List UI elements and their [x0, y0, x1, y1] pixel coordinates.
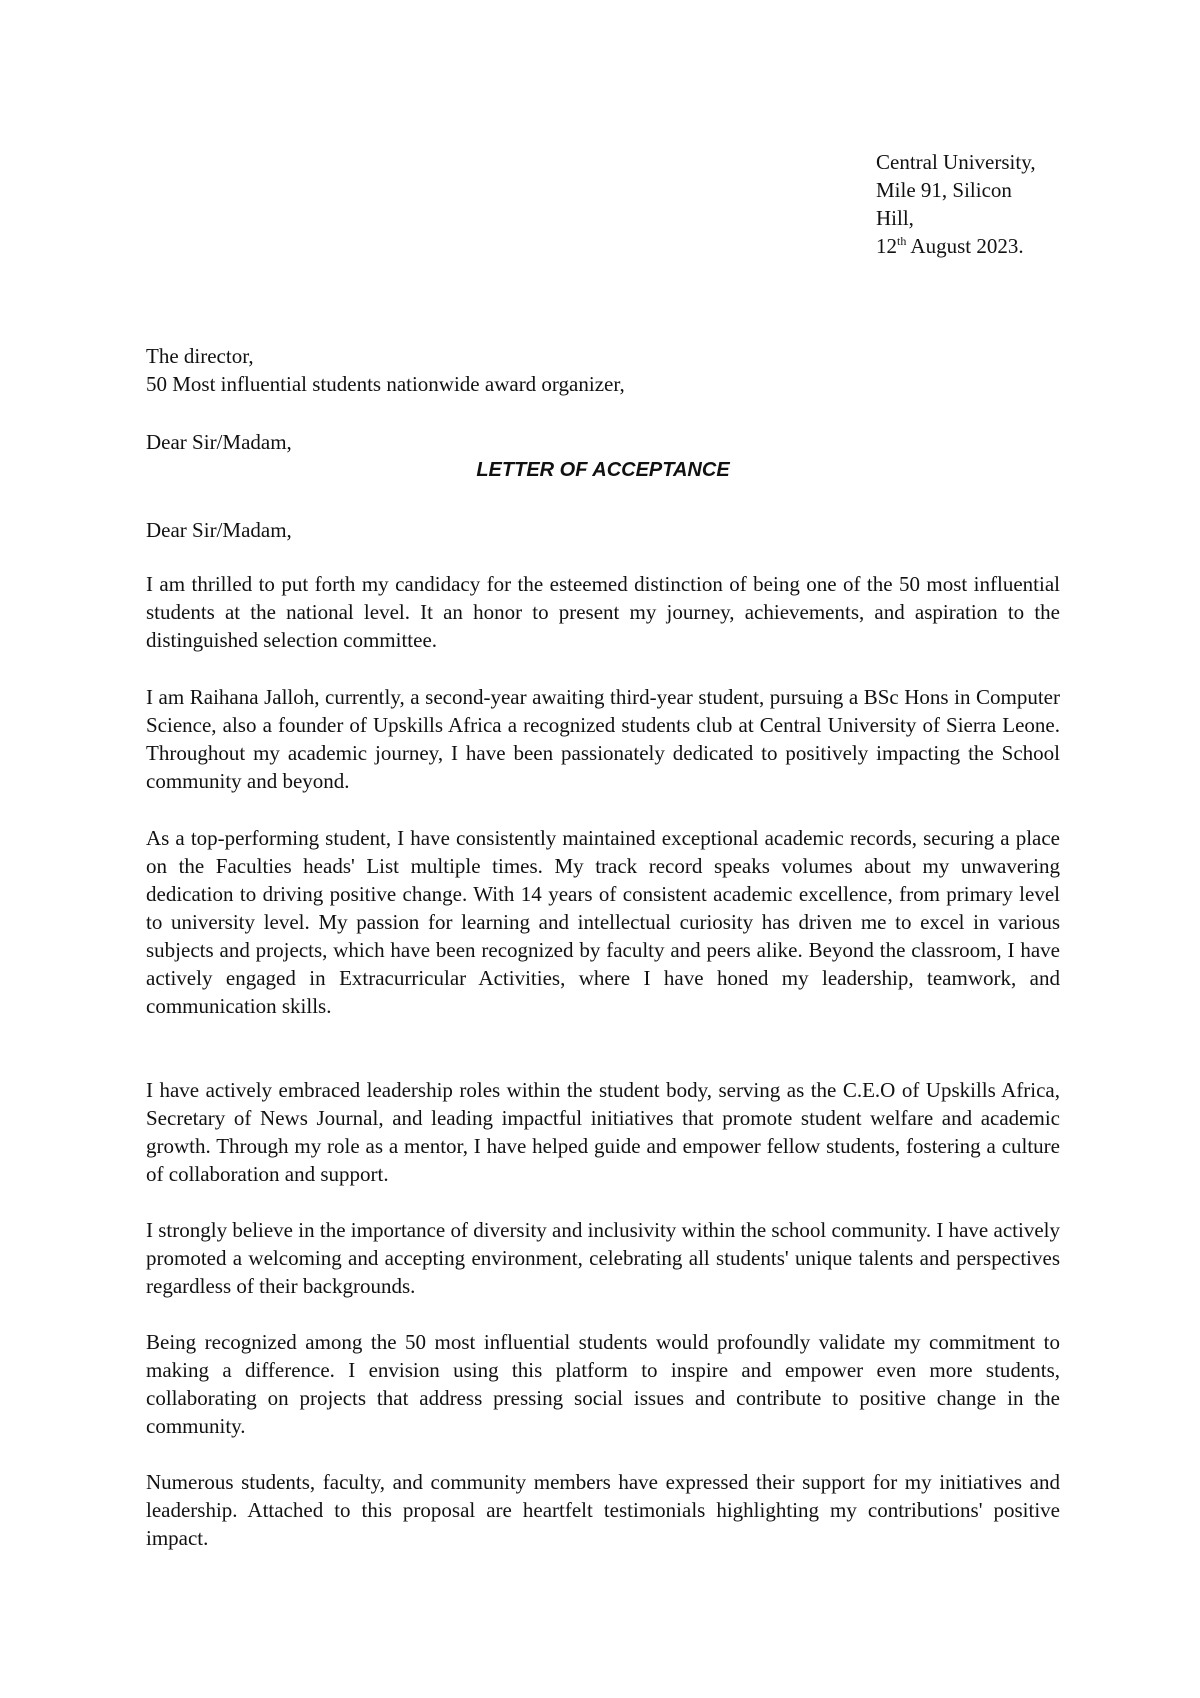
date-month-year: August 2023.	[906, 234, 1024, 258]
date-suffix: th	[897, 234, 907, 248]
letter-date	[876, 232, 1086, 260]
sender-address	[876, 148, 1086, 260]
body-paragraph-7: Numerous students, faculty, and community members have expressed their support for my initiatives and leadership. Attached to this proposal are heartfelt testimonials highlighting my contributions' positive impact.	[146, 1470, 1060, 1550]
sender-address-line-1: Central University,	[876, 150, 1036, 174]
salutation-top: Dear Sir/Madam,	[146, 430, 292, 454]
body-paragraph-1: I am thrilled to put forth my candidacy for the esteemed distinction of being one of the 50 most influential students at the national level. It an honor to present my journey, achievements, and aspiration to the distinguished selection committee.	[146, 572, 1060, 652]
letter-title: LETTER OF ACCEPTANCE	[476, 459, 730, 481]
recipient-line-1: The director,	[146, 344, 254, 368]
body-paragraph-2: I am Raihana Jalloh, currently, a second-year awaiting third-year student, pursuing a BSc Hons in Computer Science, also a founder of Upskills Africa a recognized students club at Central University of Sierra Leone. Throughout my academic journey, I have been passionately dedicated to positively impacting the School community and beyond.	[146, 685, 1060, 793]
body-paragraph-5: I strongly believe in the importance of diversity and inclusivity within the school community. I have actively promoted a welcoming and accepting environment, celebrating all students' unique talents and perspectives regardless of their backgrounds.	[146, 1218, 1060, 1298]
sender-address-line-3: Hill,	[876, 206, 914, 230]
sender-address-line-2: Mile 91, Silicon	[876, 178, 1012, 202]
recipient-line-2: 50 Most influential students nationwide award organizer,	[146, 372, 625, 396]
date-day: 12	[876, 234, 897, 258]
body-paragraph-6: Being recognized among the 50 most influential students would profoundly validate my commitment to making a difference. I envision using this platform to inspire and empower even more students, collaborating on projects that address pressing social issues and contribute to positive change in the community.	[146, 1330, 1060, 1438]
salutation-body: Dear Sir/Madam,	[146, 518, 292, 542]
body-paragraph-3: As a top-performing student, I have consistently maintained exceptional academic records, securing a place on the Faculties heads' List multiple times. My track record speaks volumes about my unwavering dedication to driving positive change. With 14 years of consistent academic excellence, from primary level to university level. My passion for learning and intellectual curiosity has driven me to excel in various subjects and projects, which have been recognized by faculty and peers alike. Beyond the classroom, I have actively engaged in Extracurricular Activities, where I have honed my leadership, teamwork, and communication skills.	[146, 826, 1060, 1018]
recipient-block	[146, 342, 625, 398]
body-paragraph-4: I have actively embraced leadership roles within the student body, serving as the C.E.O of Upskills Africa, Secretary of News Journal, and leading impactful initiatives that promote student welfare and academic growth. Through my role as a mentor, I have helped guide and empower fellow students, fostering a culture of collaboration and support.	[146, 1078, 1060, 1186]
